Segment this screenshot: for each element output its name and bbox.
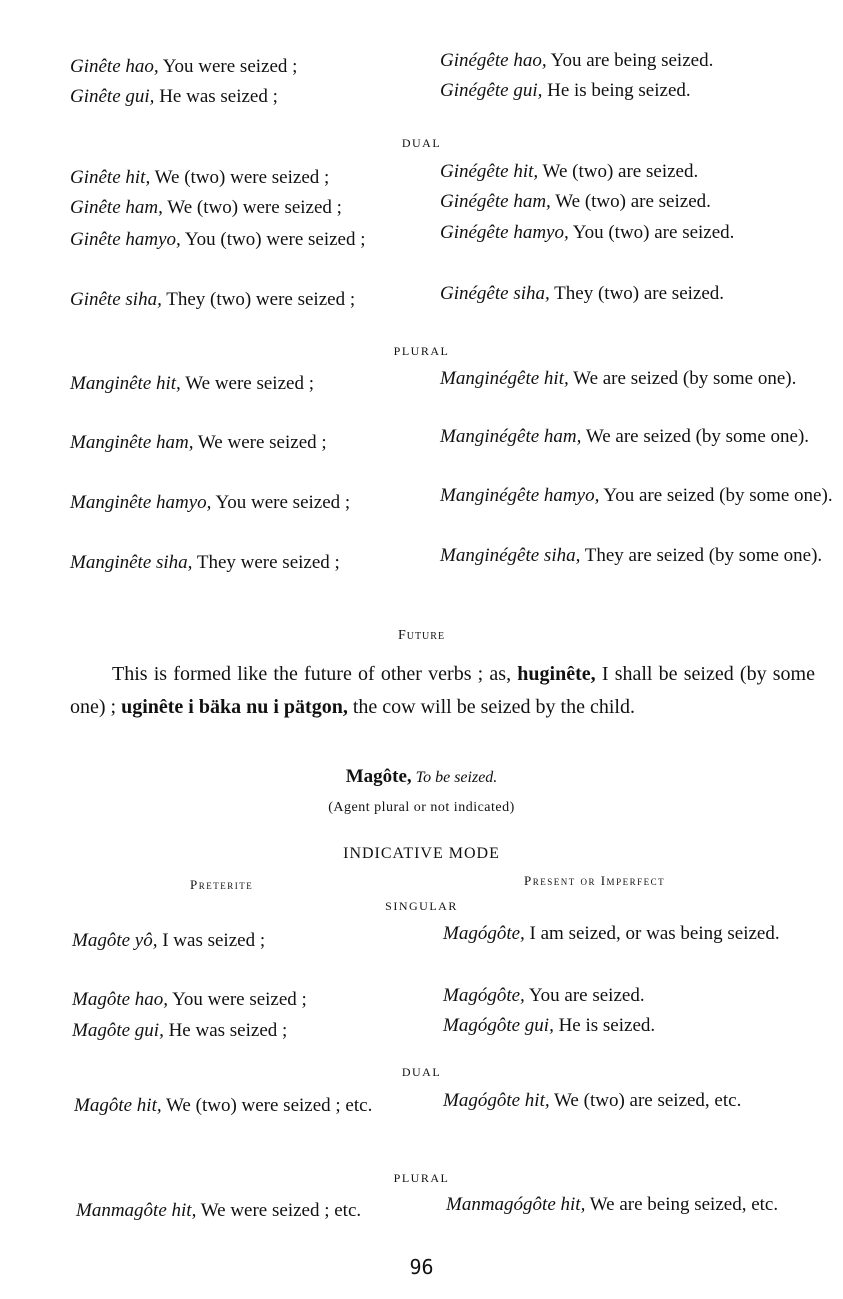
- verb-form: Manmagógôte hit,: [446, 1194, 586, 1215]
- verb-form: Ginégête hit,: [440, 161, 539, 182]
- future-paragraph: [70, 658, 815, 724]
- conjugation-left-plural-4: [70, 548, 425, 578]
- verb-form: Manmagôte hit,: [76, 1200, 197, 1221]
- gloss: We were seized ;: [180, 373, 314, 394]
- conjugation-left-1: [70, 52, 425, 82]
- example-form: huginête,: [517, 663, 596, 685]
- conjugation-left-dual-1: [70, 163, 447, 193]
- magote-right-dual: [443, 1086, 839, 1116]
- verb-form: Manginête hit,: [70, 373, 181, 394]
- verb-form: Ginête hamyo,: [70, 229, 181, 250]
- conjugation-right-dual-1: [440, 157, 815, 187]
- verb-headword: Magôte,: [345, 766, 412, 787]
- conjugation-right-plural-1: [440, 364, 839, 394]
- conjugation-left-plural-2: [70, 428, 425, 458]
- gloss: I am seized, or was being seized.: [524, 923, 780, 944]
- gloss: They were seized ;: [192, 552, 340, 573]
- gloss: He was seized ;: [163, 1020, 288, 1041]
- conjugation-left-2: [70, 82, 425, 112]
- verb-form: Ginégête ham,: [440, 191, 551, 212]
- example-form: uginête i bäka nu i pätgon,: [121, 696, 348, 718]
- verb-form: Manginégête siha,: [440, 545, 581, 566]
- column-heading-preterite: Preterite: [190, 877, 254, 892]
- conjugation-left-plural-1: [70, 369, 425, 399]
- verb-form: Magógôte hit,: [443, 1090, 550, 1111]
- verb-form: Ginégête hamyo,: [440, 222, 569, 243]
- conjugation-right-1: [440, 46, 815, 76]
- section-label-plural-2: PLURAL: [393, 1171, 450, 1185]
- gloss: They (two) are seized.: [549, 283, 725, 304]
- verb-form: Ginête hao,: [70, 56, 159, 77]
- gloss: You were seized ;: [211, 492, 351, 513]
- verb-form: Magôte gui,: [72, 1020, 164, 1041]
- verb-form: Magógôte,: [443, 985, 525, 1006]
- conjugation-right-plural-4: [440, 541, 839, 571]
- gloss: We are being seized, etc.: [585, 1194, 779, 1215]
- magote-right-sing-1: [443, 919, 839, 949]
- gloss: You were seized ;: [168, 989, 307, 1010]
- conjugation-left-plural-3: [70, 488, 425, 518]
- gloss: We (two) are seized.: [550, 191, 711, 212]
- verb-form: Magôte hit,: [74, 1095, 162, 1116]
- gloss: He is seized.: [553, 1015, 656, 1036]
- magote-right-sing-2: [443, 981, 818, 1011]
- gloss: I was seized ;: [157, 930, 266, 951]
- verb-form: Manginête siha,: [70, 552, 193, 573]
- verb-form: Magôte yô,: [72, 930, 158, 951]
- magote-left-sing-3: [72, 1016, 427, 1046]
- verb-form: Magógôte gui,: [443, 1015, 554, 1036]
- conjugation-left-dual-3: [70, 225, 447, 255]
- paragraph-text: I shall be seized (by some one) ;: [70, 663, 815, 718]
- verb-form: Ginégête hao,: [440, 50, 547, 71]
- gloss: We (two) were seized ;: [162, 197, 342, 218]
- gloss: He is being seized.: [542, 80, 691, 101]
- magote-right-sing-3: [443, 1011, 818, 1041]
- verb-form: Ginête hit,: [70, 167, 151, 188]
- verb-form: Manginégête ham,: [440, 426, 582, 447]
- paragraph-text: This is formed like the future of other verbs ; as,: [112, 663, 518, 685]
- paragraph-text: the cow will be seized by the child.: [347, 696, 635, 718]
- verb-title: [0, 762, 843, 793]
- conjugation-right-dual-4: [440, 279, 815, 309]
- verb-form: Ginégête siha,: [440, 283, 550, 304]
- section-label-dual-2: DUAL: [401, 1065, 442, 1079]
- gloss: We (two) are seized.: [538, 161, 699, 182]
- gloss: He was seized ;: [154, 86, 278, 107]
- magote-right-plural: [446, 1190, 839, 1220]
- magote-left-sing-2: [72, 985, 427, 1015]
- gloss: They (two) were seized ;: [161, 289, 356, 310]
- verb-form: Manginégête hamyo,: [440, 485, 600, 506]
- gloss: We (two) were seized ; etc.: [161, 1095, 373, 1116]
- mode-heading: INDICATIVE MODE: [343, 845, 500, 862]
- gloss: You were seized ;: [158, 56, 298, 77]
- gloss: We (two) were seized ;: [150, 167, 330, 188]
- gloss: We (two) are seized, etc.: [549, 1090, 742, 1111]
- conjugation-right-plural-2: [440, 422, 839, 452]
- verb-form: Ginête siha,: [70, 289, 162, 310]
- gloss: You (two) were seized ;: [180, 229, 366, 250]
- gloss: We are seized (by some one).: [581, 426, 810, 447]
- column-heading-present: Present or Imperfect: [524, 873, 666, 888]
- section-label-plural: PLURAL: [393, 344, 450, 358]
- gloss: You are being seized.: [546, 50, 714, 71]
- agent-note: (Agent plural or not indicated): [328, 800, 515, 815]
- verb-form: Manginête hamyo,: [70, 492, 212, 513]
- page-number: 96: [409, 1255, 434, 1279]
- magote-left-plural: [76, 1196, 453, 1226]
- verb-form: Magôte hao,: [72, 989, 169, 1010]
- verb-form: Magógôte,: [443, 923, 525, 944]
- gloss: We were seized ; etc.: [196, 1200, 362, 1221]
- section-label-singular: SINGULAR: [385, 899, 458, 913]
- gloss: We are seized (by some one).: [568, 368, 797, 389]
- verb-gloss: To be seized.: [411, 769, 498, 786]
- section-label-dual: DUAL: [401, 136, 442, 150]
- conjugation-left-dual-2: [70, 193, 425, 223]
- magote-left-sing-1: [72, 926, 427, 956]
- gloss: We were seized ;: [193, 432, 327, 453]
- verb-form: Ginête ham,: [70, 197, 163, 218]
- conjugation-left-dual-4: [70, 285, 447, 315]
- gloss: You (two) are seized.: [568, 222, 735, 243]
- conjugation-right-2: [440, 76, 815, 106]
- gloss: They are seized (by some one).: [580, 545, 823, 566]
- section-heading-future: Future: [397, 628, 446, 643]
- conjugation-right-plural-3: [440, 481, 839, 511]
- gloss: You are seized (by some one).: [599, 485, 833, 506]
- gloss: You are seized.: [524, 985, 645, 1006]
- magote-left-dual: [74, 1091, 448, 1121]
- verb-form: Ginête gui,: [70, 86, 155, 107]
- conjugation-right-dual-3: [440, 218, 839, 248]
- verb-form: Manginégête hit,: [440, 368, 569, 389]
- verb-form: Ginégête gui,: [440, 80, 543, 101]
- verb-form: Manginête ham,: [70, 432, 194, 453]
- conjugation-right-dual-2: [440, 187, 815, 217]
